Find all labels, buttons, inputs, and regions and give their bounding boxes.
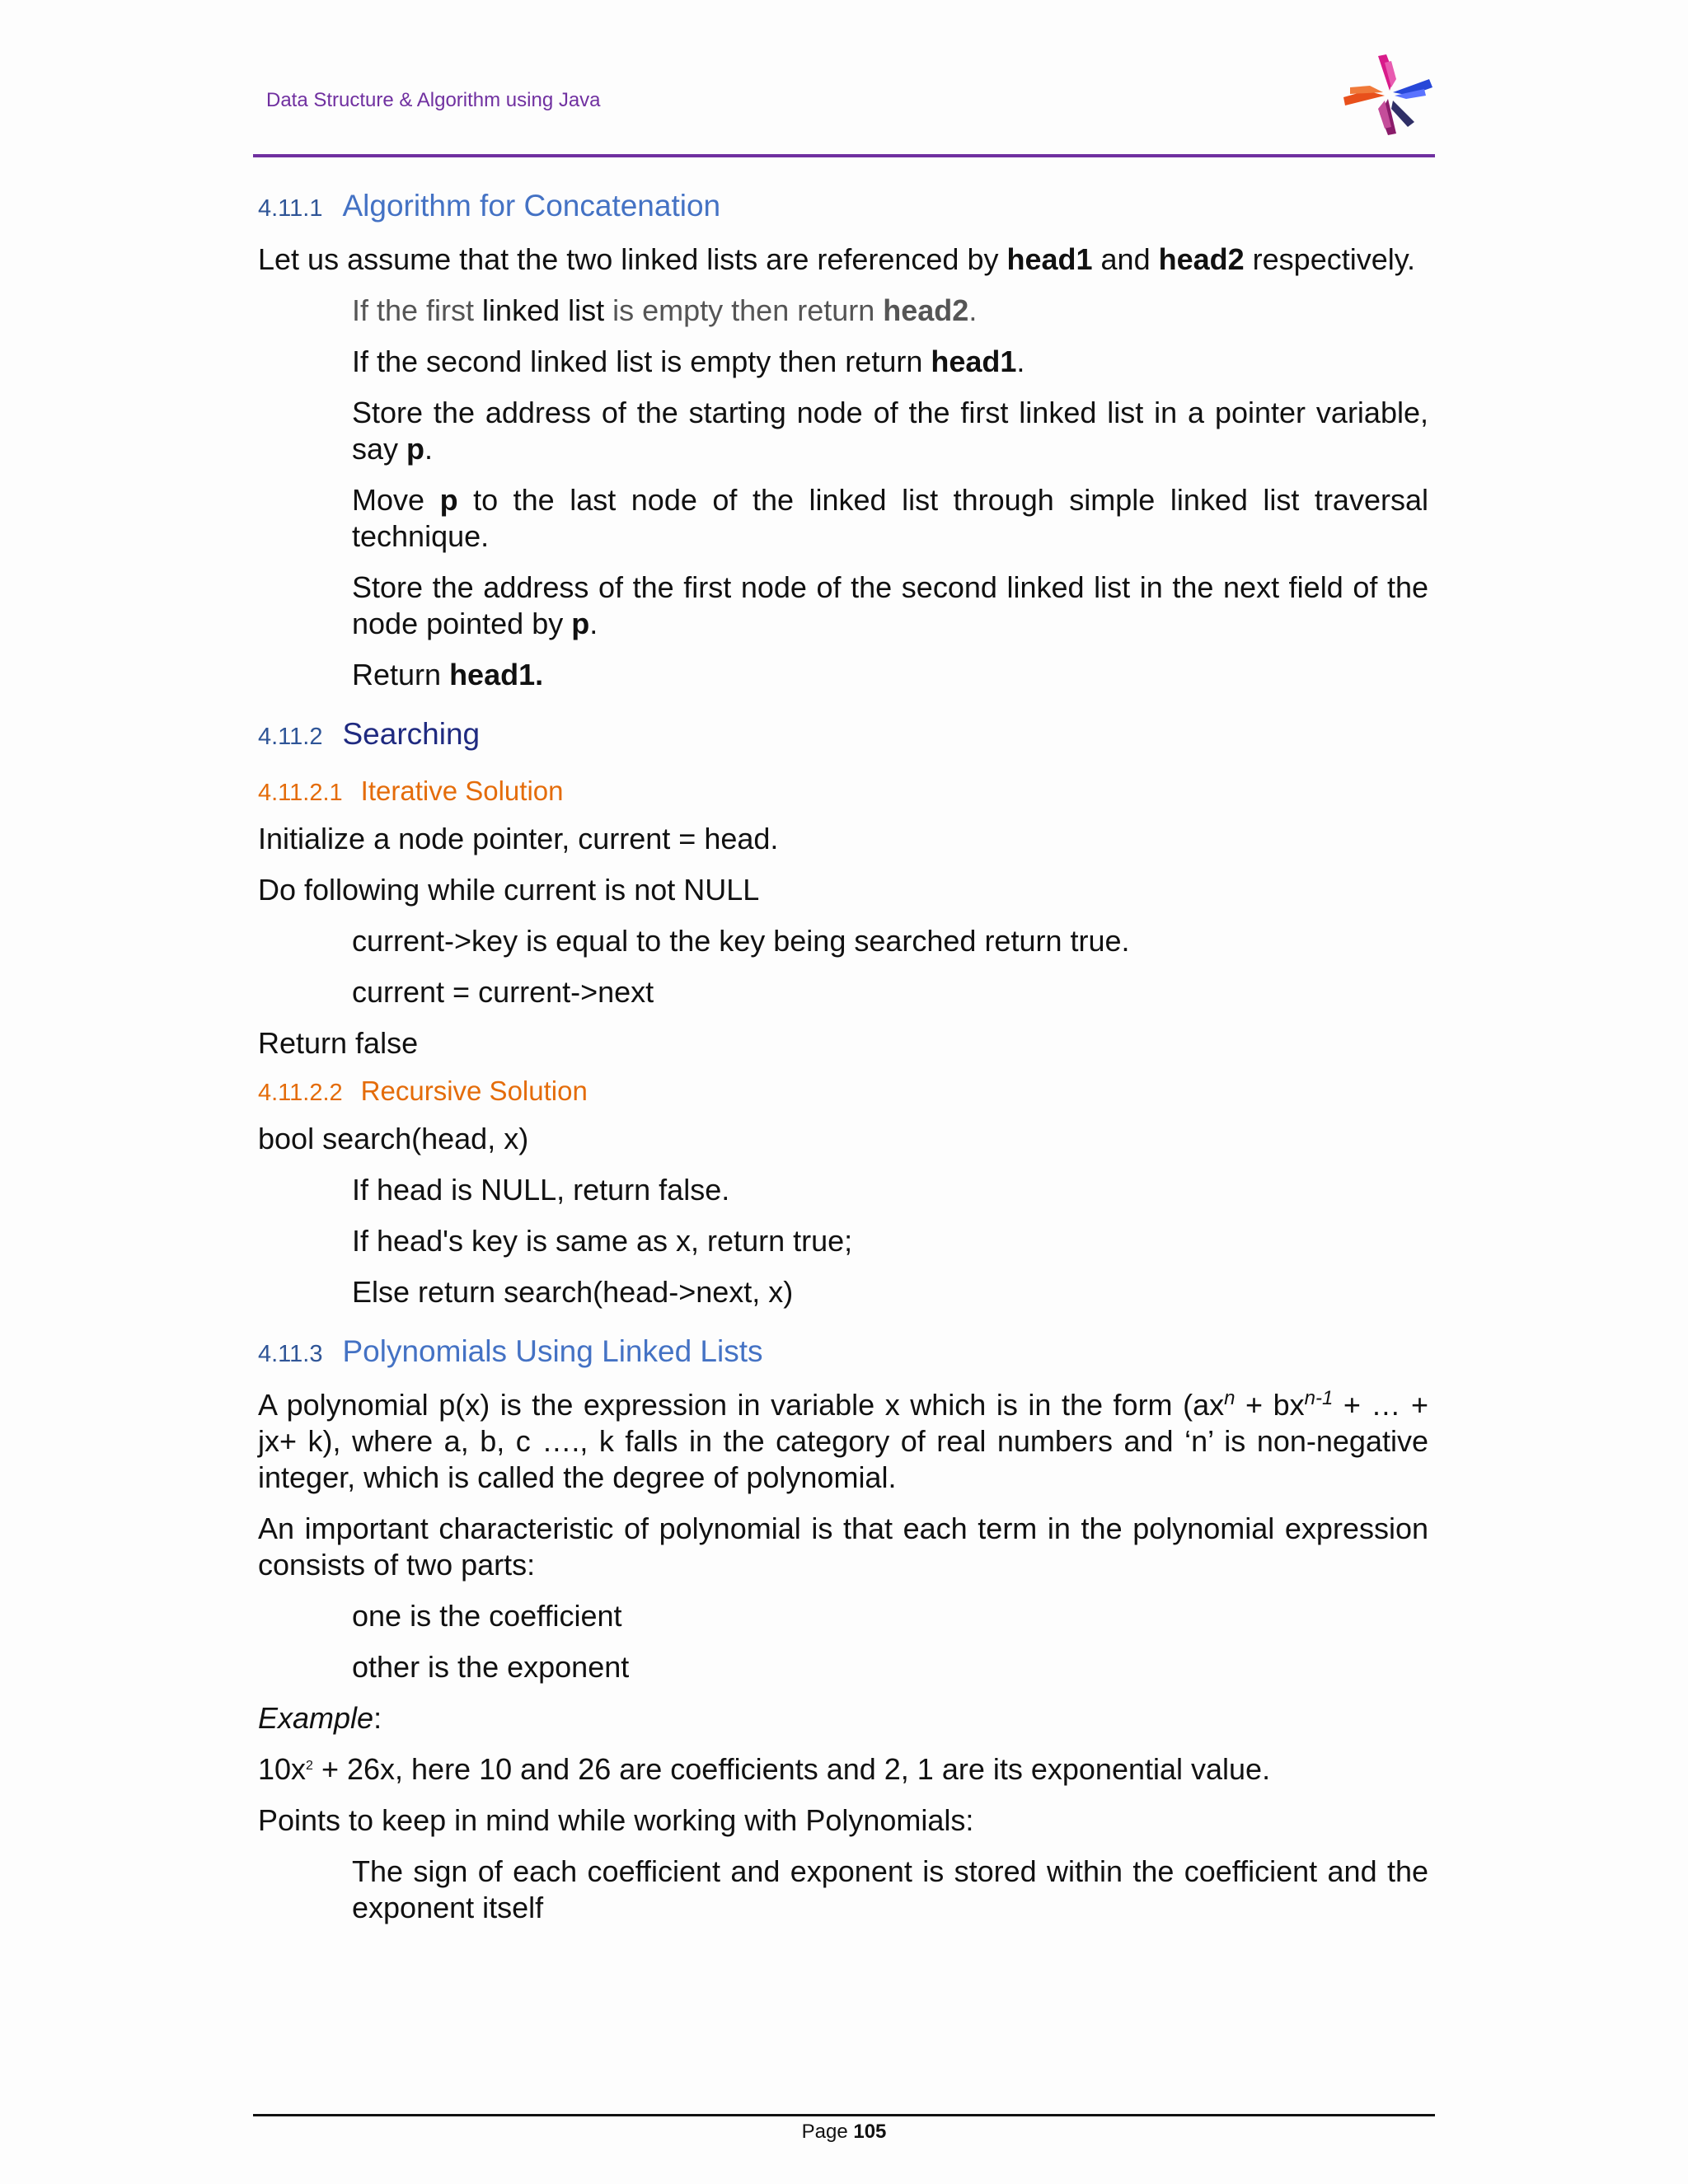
rec-line-1: bool search(head, x) — [258, 1122, 529, 1155]
subsection-number: 4.11.2.1 — [258, 780, 343, 806]
points-intro: Points to keep in mind while working with Polynomials: — [258, 1803, 974, 1837]
iter-line-3: current->key is equal to the key being searched return true. — [352, 924, 1130, 958]
iter-line-5: Return false — [258, 1026, 419, 1060]
section-heading-polynomials — [258, 1329, 1428, 1377]
point-1: The sign of each coefficient and exponent is stored within the coefficient and the exponent itself — [352, 1854, 1428, 1924]
part-exponent: other is the exponent — [352, 1650, 630, 1684]
step-5: Store the address of the first node of the second linked list in the next field of the node pointed by p. — [352, 570, 1428, 640]
footer-rule — [253, 2114, 1435, 2116]
paragraph-intro: Let us assume that the two linked lists are referenced by head1 and head2 respectively. — [258, 242, 1416, 276]
running-head: Data Structure & Algorithm using Java — [266, 89, 601, 111]
section-heading-concatenation — [258, 183, 1428, 232]
section-number: 4.11.2 — [258, 724, 323, 750]
subsection-title: Recursive Solution — [360, 1076, 588, 1106]
subsection-title: Iterative Solution — [360, 776, 564, 806]
pinwheel-logo-icon — [1342, 51, 1434, 137]
section-title: Polynomials Using Linked Lists — [342, 1334, 763, 1368]
subsection-heading-iterative — [258, 770, 1428, 814]
iter-line-2: Do following while current is not NULL — [258, 873, 760, 907]
step-1: If the first linked list is empty then return head2. — [352, 293, 978, 327]
example-line: $10x^2 + 26x$, here 10 and 26 are coefficients and 2, 1 are its exponential value. — [258, 1752, 1271, 1786]
section-title: Algorithm for Concatenation — [342, 189, 721, 223]
page-body — [258, 183, 1428, 1926]
step-2: If the second linked list is empty then return head1. — [352, 344, 1025, 378]
iter-line-1: Initialize a node pointer, current = head. — [258, 822, 779, 855]
rec-line-3: If head's key is same as x, return true; — [352, 1224, 853, 1258]
part-coefficient: one is the coefficient — [352, 1599, 622, 1633]
rec-line-4: Else return search(head->next, x) — [352, 1275, 794, 1309]
section-heading-searching — [258, 711, 1428, 760]
section-title: Searching — [342, 717, 481, 751]
iter-line-4: current = current->next — [352, 975, 654, 1009]
polynomial-definition: A polynomial p(x) is the expression in variable x which is in the form ($ax^n + bx^{n-1}$ + … + jx+ k), where a, b, c …., k falls in the category of real numbers and ‘n’ is non-negative integer, which is called the degree of polynomial. — [258, 1387, 1428, 1494]
header-rule — [253, 154, 1435, 157]
subsection-number: 4.11.2.2 — [258, 1080, 343, 1106]
rec-line-2: If head is NULL, return false. — [352, 1173, 730, 1207]
example-label: Example: — [258, 1701, 382, 1735]
page-number: Page 105 — [801, 2121, 887, 2143]
section-number: 4.11.3 — [258, 1341, 323, 1367]
step-3: Store the address of the starting node of the first linked list in a pointer variable, say p. — [352, 396, 1428, 466]
step-6: Return head1. — [352, 658, 544, 691]
subsection-heading-recursive — [258, 1070, 1428, 1114]
section-number: 4.11.1 — [258, 195, 323, 222]
polynomial-characteristic: An important characteristic of polynomial is that each term in the polynomial expression consists of two parts: — [258, 1511, 1428, 1582]
step-4: Move p to the last node of the linked list through simple linked list traversal technique. — [352, 483, 1428, 553]
